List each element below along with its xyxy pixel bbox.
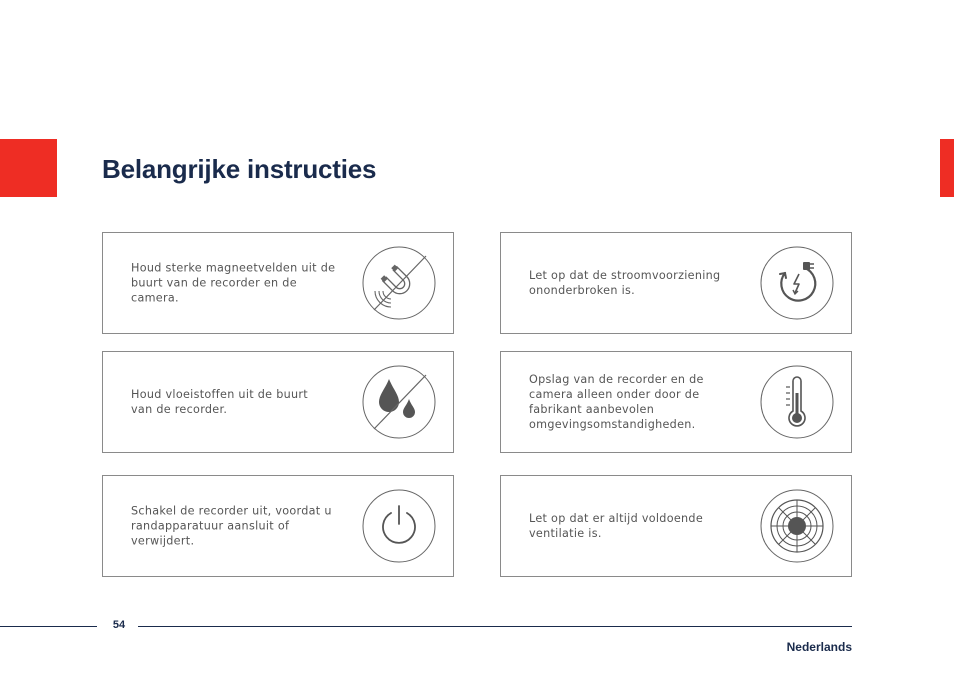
instruction-text: Houd vloeistoffen uit de buurt van de recorder.: [131, 388, 308, 416]
footer-rule-left: [0, 626, 97, 627]
instruction-text: Let op dat er altijd voldoende ventilatie is.: [529, 512, 704, 540]
instruction-card-ventilation: [500, 475, 852, 577]
page-title: Belangrijke instructies: [102, 154, 377, 184]
instruction-card-power-off: [102, 475, 454, 577]
ventilation-fan-icon: [760, 489, 834, 563]
instruction-card-storage: [500, 351, 852, 453]
red-tab-right: [940, 139, 954, 197]
thermometer-icon: [760, 365, 834, 439]
instruction-card-power-supply: [500, 232, 852, 334]
instruction-text: Opslag van de recorder en de camera alleen onder door de fabrikant aanbevolen omgevingsomstandigheden.: [529, 373, 704, 431]
red-tab-left: [0, 139, 57, 197]
instruction-card-magnets: [102, 232, 454, 334]
footer-language: Nederlands: [786, 640, 852, 654]
magnet-prohibited-icon: [362, 246, 436, 320]
instruction-text: Let op dat de stroomvoorziening ononderbroken is.: [529, 269, 721, 297]
instruction-card-liquids: [102, 351, 454, 453]
page-number: 54: [112, 619, 126, 631]
power-supply-icon: [760, 246, 834, 320]
liquid-prohibited-icon: [362, 365, 436, 439]
instruction-text: Houd sterke magneetvelden uit de buurt van de recorder en de camera.: [131, 261, 336, 305]
power-button-icon: [362, 489, 436, 563]
instruction-text: Schakel de recorder uit, voordat u randapparatuur aansluit of verwijdert.: [131, 504, 332, 548]
footer-rule-right: [138, 626, 852, 627]
